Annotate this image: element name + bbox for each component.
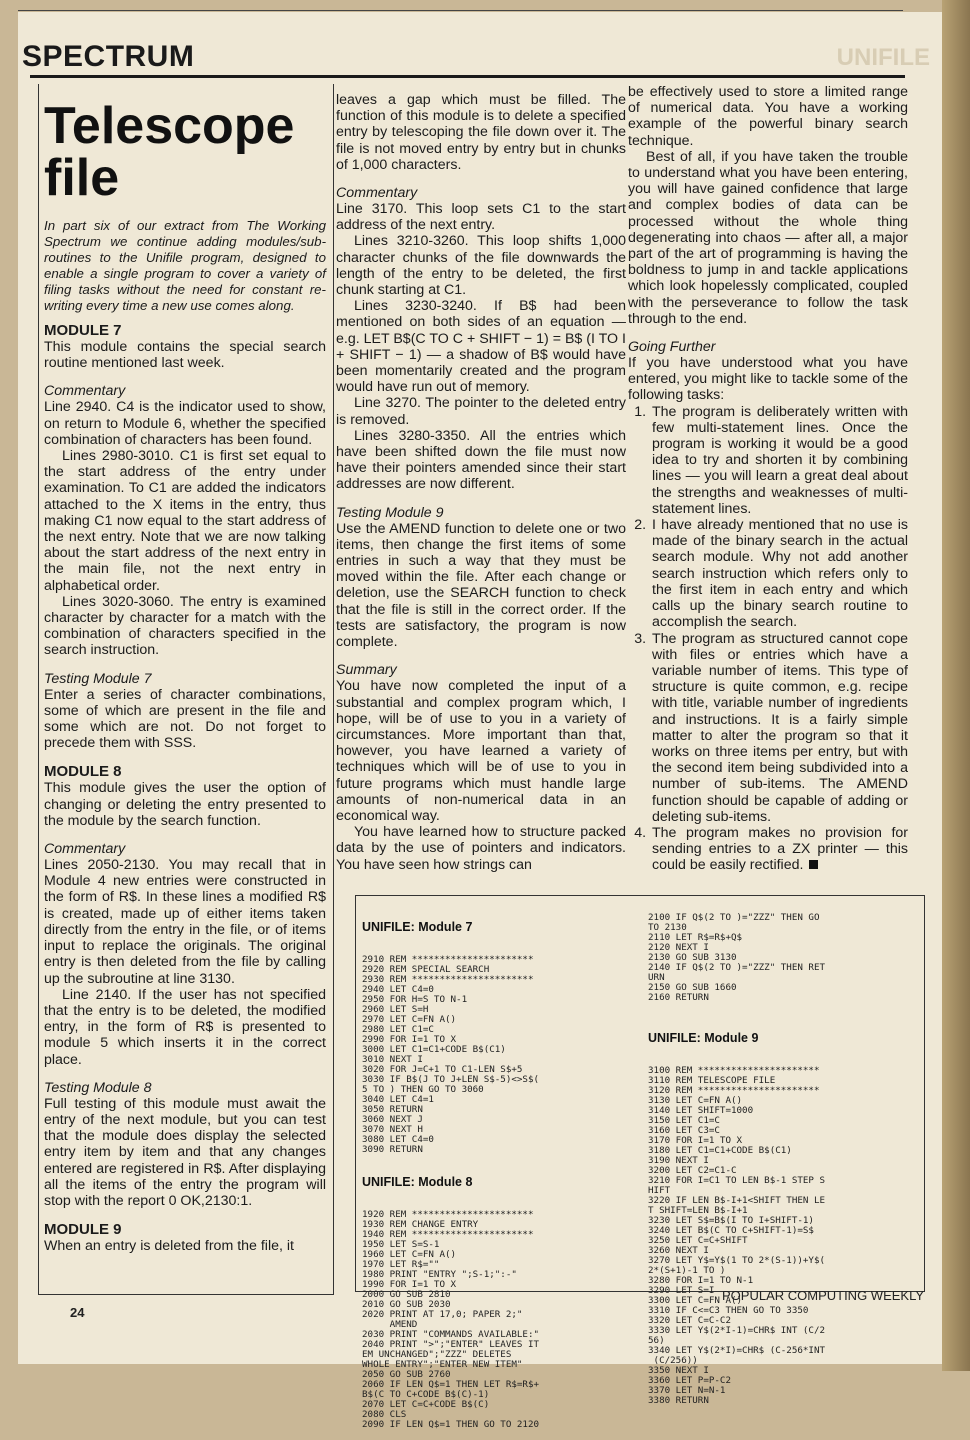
magazine-footer: POPULAR COMPUTING WEEKLY: [722, 1288, 925, 1303]
paragraph: Line 2940. C4 is the indicator used to show, on return to Module 6, whether the specified combination of characters has been found.: [44, 399, 326, 448]
paragraph: Enter a series of character combinations, some of which are present in the file and some which are not. Do not forget to precede them with SSS.: [44, 686, 326, 752]
going-further-heading: Going Further: [628, 339, 716, 356]
module8-code-continued: 2100 IF Q$(2 TO )="ZZZ" THEN GO TO 2130 2110 LET R$=R$+Q$ 2120 NEXT I 2130 GO SUB 3130 2140 IF Q$(2 TO )="ZZZ" THEN RET URN 2150 GO SUB 1660 2160 RETURN: [648, 912, 826, 1003]
task-item: 3. The program as structured cannot cope with files or entries which have a variable number of items. This type of structure is quite common, e.g. recipe with title, variable number of ingredients and instructions. It is a fairly simple matter to alter the program so that it works on three items per entry, but with the second item being subdivided into a number of sub-items. The AMEND function should be capable of adding or deleting sub-items.: [650, 631, 908, 825]
paragraph: Lines 3280-3350. All the entries which have been shifted down the file must now have their pointers amended since their start addresses are now different.: [336, 427, 626, 493]
module7-heading: MODULE 7: [44, 322, 122, 339]
testing-module8-heading: Testing Module 8: [44, 1079, 152, 1096]
module7-code: 2910 REM ********************** 2920 REM SPECIAL SEARCH 2930 REM ********************** 2940 LET C4=0 2950 FOR H=S TO N-1 2960 LET S=H 2970 LET C=FN A() 2980 LET C1=C 2990 FOR I=1 TO X 3000 LET C1=C1+CODE B$(C1) 3010 NEXT I 3020 FOR J=C+1 TO C1-LEN S$+5 3030 IF B$(J TO J+LEN S$-5)<>S$( 5 TO ) THEN GO TO 3060 3040 LET C4=1 3050 RETURN 3060 NEXT J 3070 NEXT H 3080 LET C4=0 3090 RETURN: [362, 954, 540, 1155]
module9-listing-title: UNIFILE: Module 9: [648, 1031, 759, 1045]
paragraph: This module contains the special search routine mentioned last week.: [44, 339, 326, 372]
end-mark-icon: [809, 860, 818, 869]
paragraph: Lines 3210-3260. This loop shifts 1,000 character chunks of the file downwards the length of the entry to be deleted, the first chunk starting at C1.: [336, 233, 626, 299]
task-item: 1. The program is deliberately written with few multi-statement lines. Once the program is working it would be a good idea to try and shorten it by combining lines — you will learn a great deal about the strengths and weaknesses of multi-statement lines.: [650, 404, 908, 517]
commentary-heading: Commentary: [44, 383, 126, 400]
top-rule: [18, 10, 903, 11]
paragraph: Line 3170. This loop sets C1 to the start address of the next entry.: [336, 201, 626, 234]
paragraph: Best of all, if you have taken the trouble to understand what you have been entering, you will have gained confidence that large and complex bodies of data can be processed without the whole thing degenerating into chaos — after all, a major part of the art of programming is having the boldness to jump in and tackle applications which look hopelessly complicated, coupled with the perseverance to follow the task through to the end.: [628, 148, 908, 327]
task-item: [650, 825, 908, 874]
module8-code: 1920 REM ********************** 1930 REM CHANGE ENTRY 1940 REM ********************** 1950 LET S=S-1 1960 LET C=FN A() 1970 LET R$="" 1980 PRINT "ENTRY ";S-1;":-" 1990 FOR I=1 TO X 2000 GO SUB 2810 2010 GO SUB 2030 2020 PRINT AT 17,0; PAPER 2;" AMEND 2030 PRINT "COMMANDS AVAILABLE:" 2040 PRINT ">";"ENTER" LEAVES IT EM UNCHANGED";"ZZZ" DELETES WHOLE ENTRY";"ENTER NEW ITEM" 2050 GO SUB 2760 2060 IF LEN Q$=1 THEN LET R$=R$+ B$(C TO C+CODE B$(C)-1) 2070 LET C=C+CODE B$(C) 2080 CLS 2090 IF LEN Q$=1 THEN GO TO 2120: [362, 1209, 540, 1430]
paragraph: leaves a gap which must be filled. The function of this module is to delete a specified entry by telescoping the file down over it. The file is not moved entry by entry but in chunks of 1,000 characters.: [336, 92, 626, 173]
section-heading: SPECTRUM: [22, 40, 195, 73]
page-number: 24: [70, 1305, 85, 1320]
testing-module7-heading: Testing Module 7: [44, 670, 152, 687]
module7-listing-title: UNIFILE: Module 7: [362, 920, 473, 934]
listing-left: [362, 900, 642, 1440]
bleed-through-text: UNIFILE: [836, 44, 930, 71]
paragraph: This module gives the user the option of changing or deleting the entry presented to the module by the search function.: [44, 780, 326, 829]
section-rule: [30, 75, 905, 78]
paragraph: Line 2140. If the user has not specified that the entry is to be deleted, the modified entry, in the form of R$ is presented to module 5 which inserts it in the correct place.: [44, 986, 326, 1068]
article-title: Telescope file: [44, 97, 295, 207]
module8-listing-title: UNIFILE: Module 8: [362, 1175, 473, 1189]
column-3: [628, 84, 908, 874]
paragraph: Use the AMEND function to delete one or two items, then change the first items of some entries in such a way that they must be moved within the file. After each change or deletion, use the SEARCH function to check that the file is still in the correct order. If the tests are satisfactory, the program is now complete.: [336, 520, 626, 651]
paragraph: You have now completed the input of a substantial and complex program which, I hope, will be of use to you in a variety of circumstances. More important than that, however, you have learned a variety of techniques which will be of use to you in future programs which must handle large amounts of non-numerical data in an economical way.: [336, 678, 626, 824]
paragraph: Lines 2050-2130. You may recall that in Module 4 new entries were constructed in the form of R$. In these lines a modified R$ is created, made up of either items taken directly from the entry in the file, or of items input to replace the originals. The original entry is then deleted from the file by calling up the subroutine at line 3130.: [44, 857, 326, 987]
paragraph: If you have understood what you have entered, you might like to tackle some of the following tasks:: [628, 355, 908, 404]
column-2: [336, 92, 626, 873]
article-intro: In part six of our extract from The Working Spectrum we continue adding modules/sub-routines to the Unifile program, designed to enable a single program to cover a variety of filing tasks without the need for constant re-writing every time a new use comes along.: [44, 218, 326, 313]
listing-right: [648, 893, 920, 1416]
paragraph: be effectively used to store a limited range of numerical data. You have a working example of the powerful binary search technique.: [628, 84, 908, 149]
paragraph: Lines 2980-3010. C1 is first set equal to the start address of the entry under examination. To C1 are added the indicators attached to the X items in the entry, thus making C1 now equal to the start address of the next entry. Note that we are now talking about the start address of the next entry in the main file, not the next entry in alphabetical order.: [44, 448, 326, 594]
commentary-heading: Commentary: [44, 841, 126, 858]
paragraph: Lines 3230-3240. If B$ had been mentioned on both sides of an equation — e.g. LET B$(C TO C + SHIFT − 1) = B$ (I TO I + SHIFT − 1) — a shadow of B$ would have been momentarily created and the program would have run out of memory.: [336, 298, 626, 396]
task-item: 2. I have already mentioned that no use is made of the binary search in the actual search module. Why not add another search instruction which refers only to the first item in each entry and which calls up the binary search routine to accomplish the search.: [650, 517, 908, 630]
paragraph: Line 3270. The pointer to the deleted entry is removed.: [336, 395, 626, 428]
paragraph: You have learned how to structure packed data by the use of pointers and indicators. You have seen how strings can: [336, 824, 626, 873]
module9-heading: MODULE 9: [44, 1221, 122, 1239]
task-text: The program makes no provision for sending entries to a ZX printer — this could be easily rectified.: [652, 824, 908, 874]
page-edge: [942, 0, 970, 1371]
paragraph: Lines 3020-3060. The entry is examined character by character for a match with the combination of characters specified in the search instruction.: [44, 593, 326, 659]
paragraph: Full testing of this module must await the entry of the next module, but you can test that the module does display the selected entry item by item and that any changes entered are registered in R$. After displaying all the items of the entry the program will stop with the report 0 OK,2130:1.: [44, 1095, 326, 1209]
commentary-heading: Commentary: [336, 185, 418, 202]
column-1: [44, 97, 326, 1255]
paragraph: When an entry is deleted from the file, it: [44, 1238, 294, 1255]
task-list: [628, 404, 908, 874]
summary-heading: Summary: [336, 662, 397, 679]
module8-heading: MODULE 8: [44, 763, 122, 781]
module9-code: 3100 REM ********************** 3110 REM TELESCOPE FILE 3120 REM ********************** 3130 LET C=FN A() 3140 LET SHIFT=1000 3150 LET C1=C 3160 LET C3=C 3170 FOR I=1 TO X 3180 LET C1=C1+CODE B$(C1) 3190 NEXT I 3200 LET C2=C1-C 3210 FOR I=C1 TO LEN B$-1 STEP S HIFT 3220 IF LEN B$-I+1<SHIFT THEN LE T SHIFT=LEN B$-I+1 3230 LET S$=B$(I TO I+SHIFT-1) 3240 LET B$(C TO C+SHIFT-1)=S$ 3250 LET C=C+SHIFT 3260 NEXT I 3270 LET Y$=Y$(1 TO 2*(S-1))+Y$( 2*(S+1)-1 TO ) 3280 FOR I=1 TO N-1 3290 LET S=I 3300 LET C=FN A() 3310 IF C<=C3 THEN GO TO 3350 3320 LET C=C-C2 3330 LET Y$(2*I-1)=CHR$ INT (C/2 56) 3340 LET Y$(2*I)=CHR$ (C-256*INT (C/256)) 3350 NEXT I 3360 LET P=P-C2 3370 LET N=N-1 3380 RETURN: [648, 1065, 826, 1406]
testing-module9-heading: Testing Module 9: [336, 504, 444, 521]
